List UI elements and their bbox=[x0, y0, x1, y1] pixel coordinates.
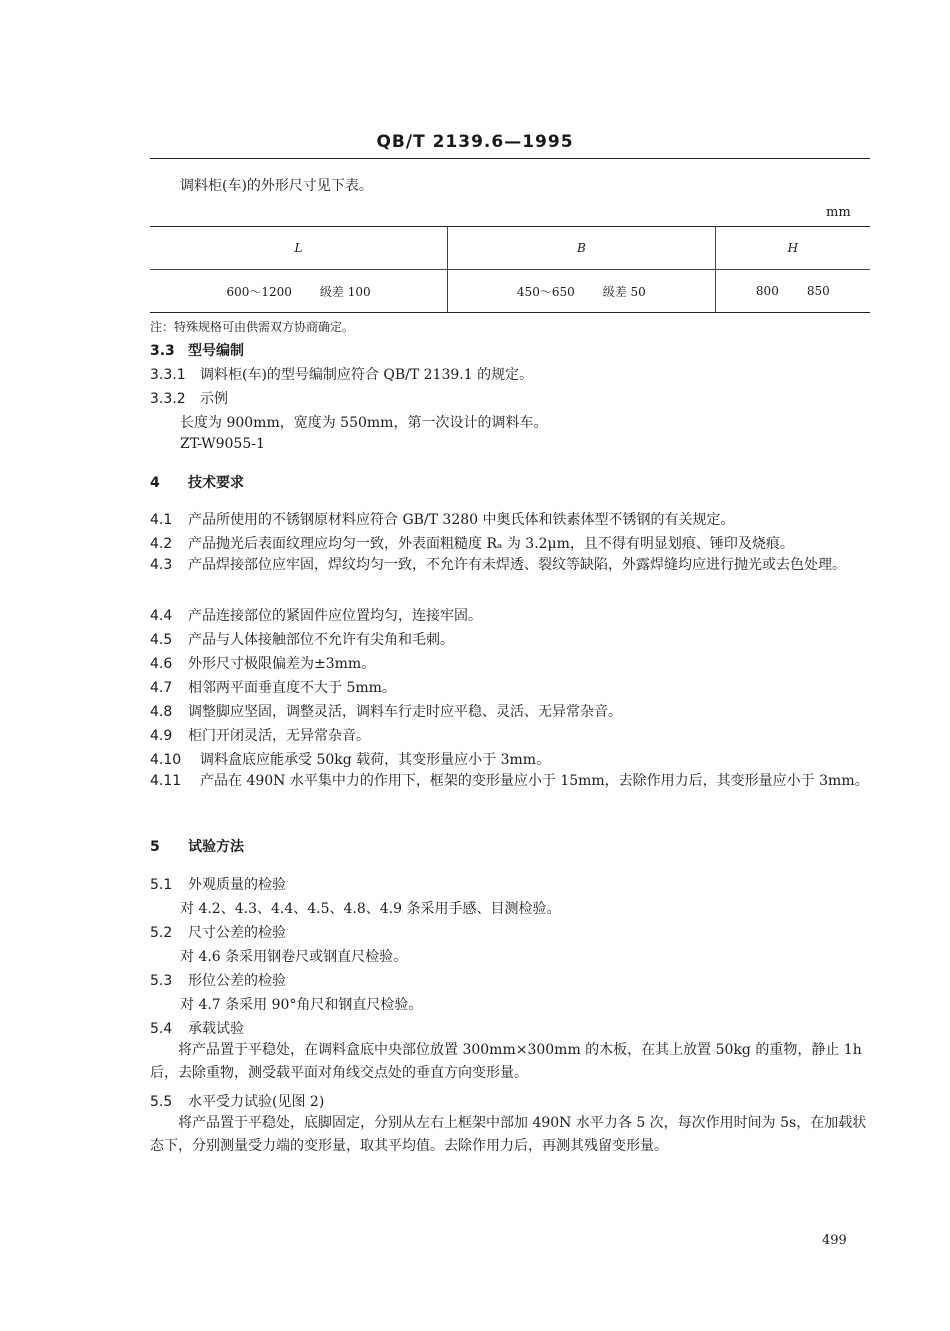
section-4 bbox=[150, 472, 244, 492]
section-5 bbox=[150, 836, 244, 856]
clause-number: 4.5 bbox=[150, 632, 173, 648]
clause-number: 4.3 bbox=[150, 557, 173, 573]
column-header-h: H bbox=[715, 227, 870, 270]
column-header-l: L bbox=[150, 227, 448, 270]
clause-text: 尺寸公差的检验 bbox=[188, 925, 286, 941]
clause-number: 5.4 bbox=[150, 1021, 173, 1037]
clause-text: 调整脚应坚固，调整灵活，调料车行走时应平稳、灵活、无异常杂音。 bbox=[188, 704, 622, 720]
table-unit: mm bbox=[826, 205, 851, 220]
clause-text: 形位公差的检验 bbox=[188, 973, 286, 989]
clause-4-10 bbox=[150, 749, 550, 769]
section-number: 3.3 bbox=[150, 343, 175, 359]
dimension-table bbox=[150, 226, 870, 313]
clause-4-1 bbox=[150, 509, 735, 529]
clause-4-3 bbox=[150, 554, 872, 577]
clause-text: 外观质量的检验 bbox=[188, 877, 286, 893]
clause-number: 4.9 bbox=[150, 728, 173, 744]
clause-number: 4.11 bbox=[150, 773, 182, 789]
clause-4-6 bbox=[150, 653, 375, 673]
table-note: 注：特殊规格可由供需双方协商确定。 bbox=[150, 320, 355, 334]
clause-4-9 bbox=[150, 725, 370, 745]
page-number: 499 bbox=[822, 1233, 847, 1248]
clause-4-2 bbox=[150, 533, 794, 553]
clause-3-3-2 bbox=[150, 388, 228, 408]
clause-text: 调料盒底应能承受 50kg 载荷，其变形量应小于 3mm。 bbox=[200, 752, 551, 768]
clause-5-3 bbox=[150, 970, 286, 990]
clause-4-5 bbox=[150, 629, 454, 649]
clause-text: 承载试验 bbox=[188, 1021, 244, 1037]
clause-4-4 bbox=[150, 605, 482, 625]
clause-text: 产品与人体接触部位不允许有尖角和毛刺。 bbox=[188, 632, 454, 648]
section-title: 试验方法 bbox=[188, 839, 244, 855]
l-step: 级差 100 bbox=[319, 284, 371, 299]
clause-number: 4.6 bbox=[150, 656, 173, 672]
clause-4-8 bbox=[150, 701, 622, 721]
section-number: 5 bbox=[150, 839, 160, 855]
clause-number: 4.1 bbox=[150, 512, 173, 528]
clause-text: 产品抛光后表面纹理应均匀一致，外表面粗糙度 Rₐ 为 3.2μm，且不得有明显划痕、锤印及烧痕。 bbox=[188, 536, 794, 552]
clause-5-5-body: 将产品置于平稳处，底脚固定，分别从左右上框架中部加 490N 水平力各 5 次，每次作用时间为 5s，在加载状态下，分别测量受力端的变形量，取其平均值。去除作用力后，再测其残留变形量。 bbox=[150, 1115, 867, 1154]
cell-h bbox=[715, 270, 870, 313]
clause-5-1-body: 对 4.2、4.3、4.4、4.5、4.8、4.9 条采用手感、目测检验。 bbox=[180, 901, 561, 917]
clause-5-4 bbox=[150, 1018, 244, 1038]
example-description: 长度为 900mm，宽度为 550mm，第一次设计的调料车。 bbox=[180, 415, 548, 431]
clause-text: 外形尺寸极限偏差为±3mm。 bbox=[188, 656, 376, 672]
table-row bbox=[150, 270, 870, 313]
clause-number: 4.10 bbox=[150, 752, 182, 768]
clause-5-5 bbox=[150, 1091, 324, 1111]
clause-text: 示例 bbox=[200, 391, 228, 407]
h-value-1: 800 bbox=[755, 284, 779, 298]
clause-number: 4.2 bbox=[150, 536, 173, 552]
clause-5-2 bbox=[150, 922, 286, 942]
clause-5-1 bbox=[150, 874, 286, 894]
clause-number: 3.3.2 bbox=[150, 391, 186, 407]
l-range: 600～1200 bbox=[226, 284, 292, 299]
clause-number: 5.5 bbox=[150, 1094, 173, 1110]
column-header-b: B bbox=[448, 227, 716, 270]
clause-3-3-1 bbox=[150, 364, 533, 384]
clause-text: 柜门开闭灵活，无异常杂音。 bbox=[188, 728, 370, 744]
clause-text: 产品在 490N 水平集中力的作用下，框架的变形量应小于 15mm，去除作用力后，其变形量应小于 3mm。 bbox=[200, 773, 869, 789]
clause-number: 3.3.1 bbox=[150, 367, 186, 383]
clause-number: 5.3 bbox=[150, 973, 173, 989]
clause-text: 产品所使用的不锈钢原材料应符合 GB/T 3280 中奥氏体和铁素体型不锈钢的有关规定。 bbox=[188, 512, 735, 528]
cell-b bbox=[448, 270, 716, 313]
clause-4-11 bbox=[150, 770, 872, 793]
clause-number: 4.8 bbox=[150, 704, 173, 720]
standard-number-header: QB/T 2139.6—1995 bbox=[376, 132, 574, 152]
clause-4-7 bbox=[150, 677, 396, 697]
clause-text: 相邻两平面垂直度不大于 5mm。 bbox=[188, 680, 396, 696]
section-title: 型号编制 bbox=[188, 343, 244, 359]
section-number: 4 bbox=[150, 475, 160, 491]
section-3-3 bbox=[150, 340, 244, 360]
clause-text: 调料柜(车)的型号编制应符合 QB/T 2139.1 的规定。 bbox=[200, 367, 534, 383]
clause-text: 产品连接部位的紧固件应位置均匀，连接牢固。 bbox=[188, 608, 482, 624]
h-value-2: 850 bbox=[806, 284, 830, 298]
example-code: ZT-W9055-1 bbox=[180, 436, 265, 452]
section-title: 技术要求 bbox=[188, 475, 244, 491]
clause-number: 4.7 bbox=[150, 680, 173, 696]
b-step: 级差 50 bbox=[602, 284, 646, 299]
clause-number: 5.1 bbox=[150, 877, 173, 893]
clause-5-4-body: 将产品置于平稳处，在调料盒底中央部位放置 300mm×300mm 的木板，在其上放置 50kg 的重物，静止 1h 后，去除重物，测受载平面对角线交点处的垂直方向变形量。 bbox=[150, 1042, 862, 1081]
clause-number: 5.2 bbox=[150, 925, 173, 941]
clause-5-3-body: 对 4.7 条采用 90°角尺和钢直尺检验。 bbox=[180, 997, 423, 1013]
clause-5-2-body: 对 4.6 条采用钢卷尺或钢直尺检验。 bbox=[180, 949, 408, 965]
clause-text: 水平受力试验(见图 2) bbox=[188, 1094, 325, 1110]
header-divider bbox=[150, 158, 870, 159]
clause-number: 4.4 bbox=[150, 608, 173, 624]
b-range: 450～650 bbox=[516, 284, 575, 299]
cell-l bbox=[150, 270, 448, 313]
intro-text: 调料柜(车)的外形尺寸见下表。 bbox=[180, 178, 373, 194]
clause-text: 产品焊接部位应牢固，焊纹均匀一致，不允许有未焊透、裂纹等缺陷，外露焊缝均应进行抛光或去色处理。 bbox=[188, 557, 846, 573]
